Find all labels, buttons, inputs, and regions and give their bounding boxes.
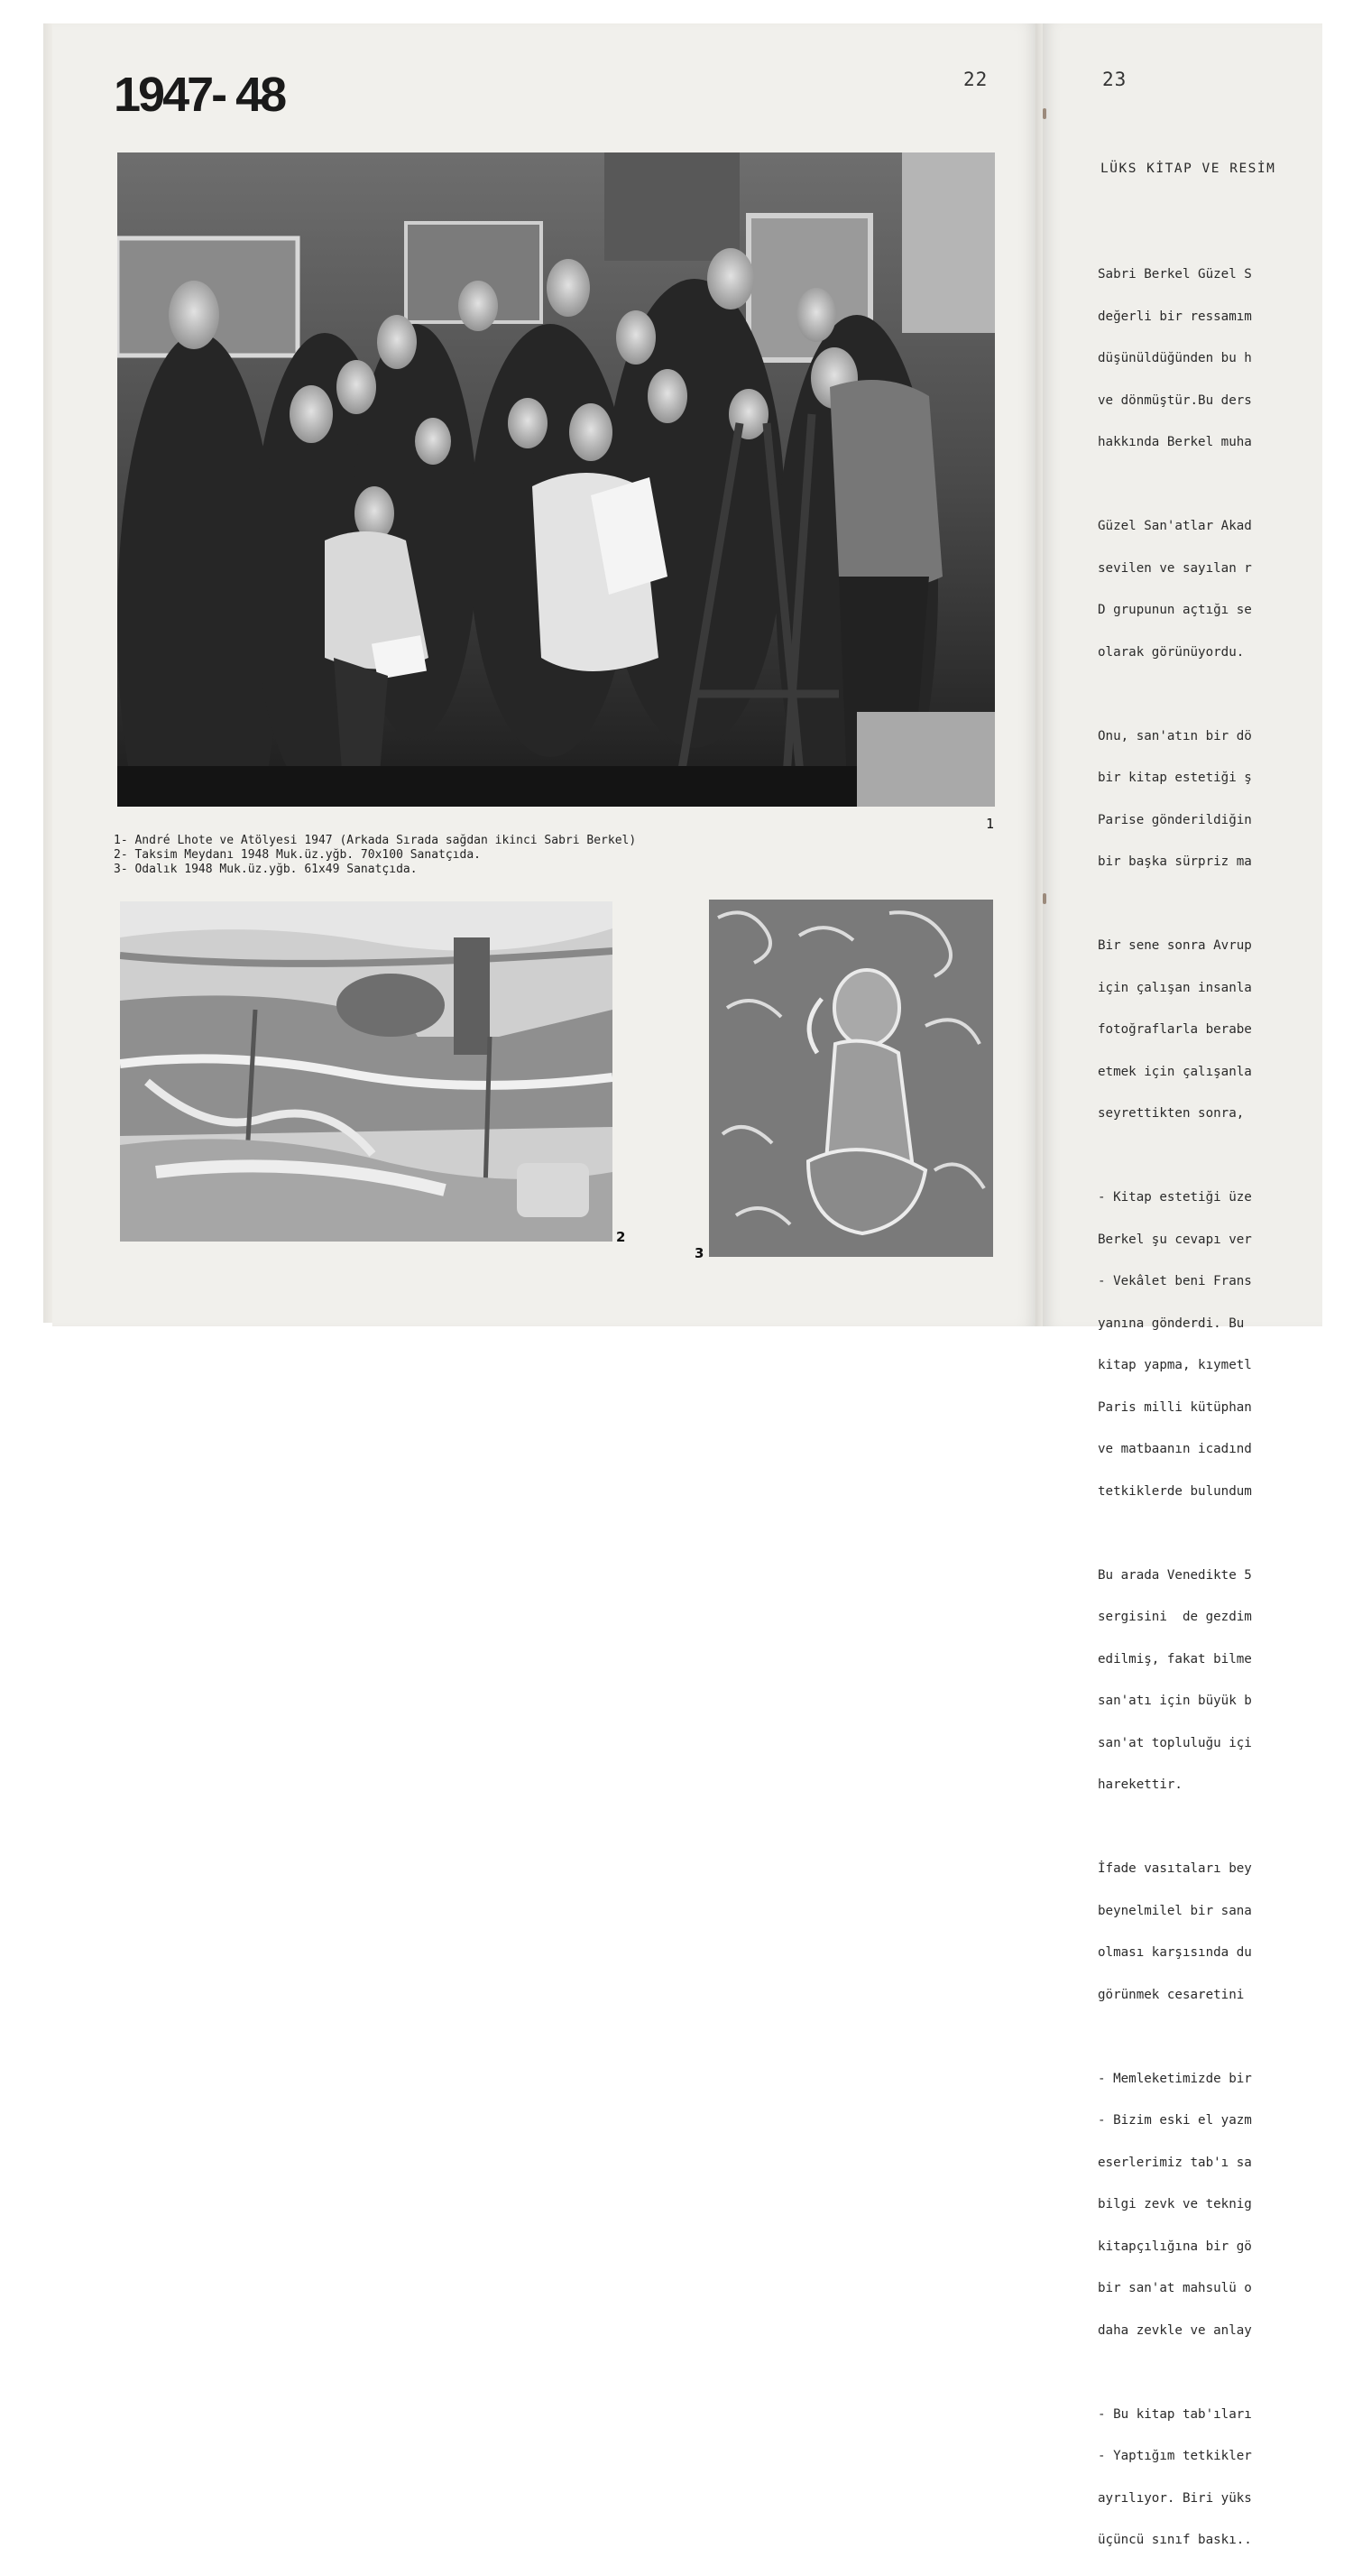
body-line: düşünüldüğünden bu h [1098, 351, 1252, 365]
body-line: tetkiklerde bulundum [1098, 1483, 1252, 1499]
body-line: ve matbaanın icadınd [1098, 1442, 1252, 1456]
body-line: olması karşısında du [1098, 1945, 1252, 1960]
body-line: harekettir. [1098, 1777, 1183, 1792]
body-line: kitap yapma, kıymetl [1098, 1358, 1252, 1372]
body-blank-line [1098, 2366, 1252, 2380]
body-line: seyrettikten sonra, [1098, 1106, 1245, 1121]
body-line: ayrılıyor. Biri yüks [1098, 2490, 1252, 2506]
body-line: beynelmilel bir sana [1098, 1903, 1252, 1918]
body-line: - Memleketimizde bir [1098, 2071, 1252, 2086]
body-line: hakkında Berkel muha [1098, 435, 1252, 449]
odalik-painting-image [709, 900, 993, 1257]
body-line: edilmiş, fakat bilme [1098, 1651, 1252, 1667]
figure-number-3: 3 [695, 1245, 704, 1261]
caption-3: 3- Odalık 1948 Muk.üz.yğb. 61x49 Sanatçıda. [114, 863, 418, 876]
body-line: ve dönmüştür.Bu ders [1098, 392, 1252, 408]
body-line: görünmek cesaretini [1098, 1987, 1245, 2002]
body-line: eserlerimiz tab'ı sa [1098, 2155, 1252, 2170]
taksim-painting [120, 901, 612, 1242]
body-line: san'at topluluğu içi [1098, 1735, 1252, 1750]
body-line: kitapçılığına bir gö [1098, 2239, 1252, 2254]
page-number-left: 22 [963, 69, 989, 90]
atelier-group-photo [117, 152, 995, 807]
body-line: üçüncü sınıf baskı.. [1098, 2533, 1252, 2547]
odalik-painting [709, 900, 993, 1257]
body-line: İfade vasıtaları bey [1098, 1861, 1252, 1876]
caption-2: 2- Taksim Meydanı 1948 Muk.üz.yğb. 70x100 Sanatçıda. [114, 848, 481, 862]
figure-number-2: 2 [616, 1229, 626, 1245]
taksim-painting-image [120, 901, 612, 1242]
body-blank-line [1098, 1821, 1252, 1835]
body-blank-line [1098, 1527, 1252, 1541]
body-line: Paris milli kütüphan [1098, 1399, 1252, 1415]
body-line: - Bizim eski el yazm [1098, 2113, 1252, 2128]
body-line: D grupunun açtığı se [1098, 603, 1252, 617]
page-number-right: 23 [1102, 69, 1128, 90]
body-line: için çalışan insanla [1098, 980, 1252, 995]
body-line: bilgi zevk ve teknig [1098, 2197, 1252, 2211]
year-heading: 1947- 48 [114, 68, 285, 122]
body-line: sevilen ve sayılan r [1098, 560, 1252, 576]
staple-top [1043, 108, 1046, 119]
right-page-body [1098, 240, 1252, 2576]
body-line: etmek için çalışanla [1098, 1064, 1252, 1079]
staple-bottom [1043, 893, 1046, 904]
body-line: Parise gönderildiğin [1098, 812, 1252, 827]
caption-1: 1- André Lhote ve Atölyesi 1947 (Arkada Sırada sağdan ikinci Sabri Berkel) [114, 834, 637, 847]
body-line: - Kitap estetiği üze [1098, 1190, 1252, 1205]
body-line: - Vekâlet beni Frans [1098, 1274, 1252, 1288]
body-line: - Yaptığım tetkikler [1098, 2449, 1252, 2463]
body-blank-line [1098, 688, 1252, 702]
body-blank-line [1098, 478, 1252, 493]
body-line: Sabri Berkel Güzel S [1098, 267, 1252, 282]
body-line: fotoğraflarla berabe [1098, 1022, 1252, 1037]
body-line: değerli bir ressamım [1098, 309, 1252, 324]
body-line: bir başka sürpriz ma [1098, 854, 1252, 869]
right-page-heading: LÜKS KİTAP VE RESİM [1100, 162, 1276, 176]
figure-number-1: 1 [986, 816, 995, 832]
body-line: Bir sene sonra Avrup [1098, 938, 1252, 953]
body-line: san'atı için büyük b [1098, 1694, 1252, 1708]
body-line: yanına gönderdi. Bu [1098, 1316, 1245, 1331]
body-line: Güzel San'atlar Akad [1098, 519, 1252, 533]
body-line: sergisini de gezdim [1098, 1610, 1252, 1624]
body-line: - Bu kitap tab'ıları [1098, 2406, 1252, 2422]
photo-captions [114, 834, 636, 877]
body-line: olarak görünüyordu. [1098, 644, 1245, 660]
body-blank-line [1098, 2030, 1252, 2045]
body-blank-line [1098, 1150, 1252, 1164]
atelier-photo-image [117, 152, 995, 807]
body-line: Berkel şu cevapı ver [1098, 1232, 1252, 1247]
body-line: bir san'at mahsulü o [1098, 2281, 1252, 2295]
body-line: Onu, san'atın bir dö [1098, 728, 1252, 743]
body-blank-line [1098, 898, 1252, 912]
body-line: daha zevkle ve anlay [1098, 2322, 1252, 2338]
body-line: Bu arada Venedikte 5 [1098, 1567, 1252, 1583]
body-line: bir kitap estetiği ş [1098, 771, 1252, 785]
